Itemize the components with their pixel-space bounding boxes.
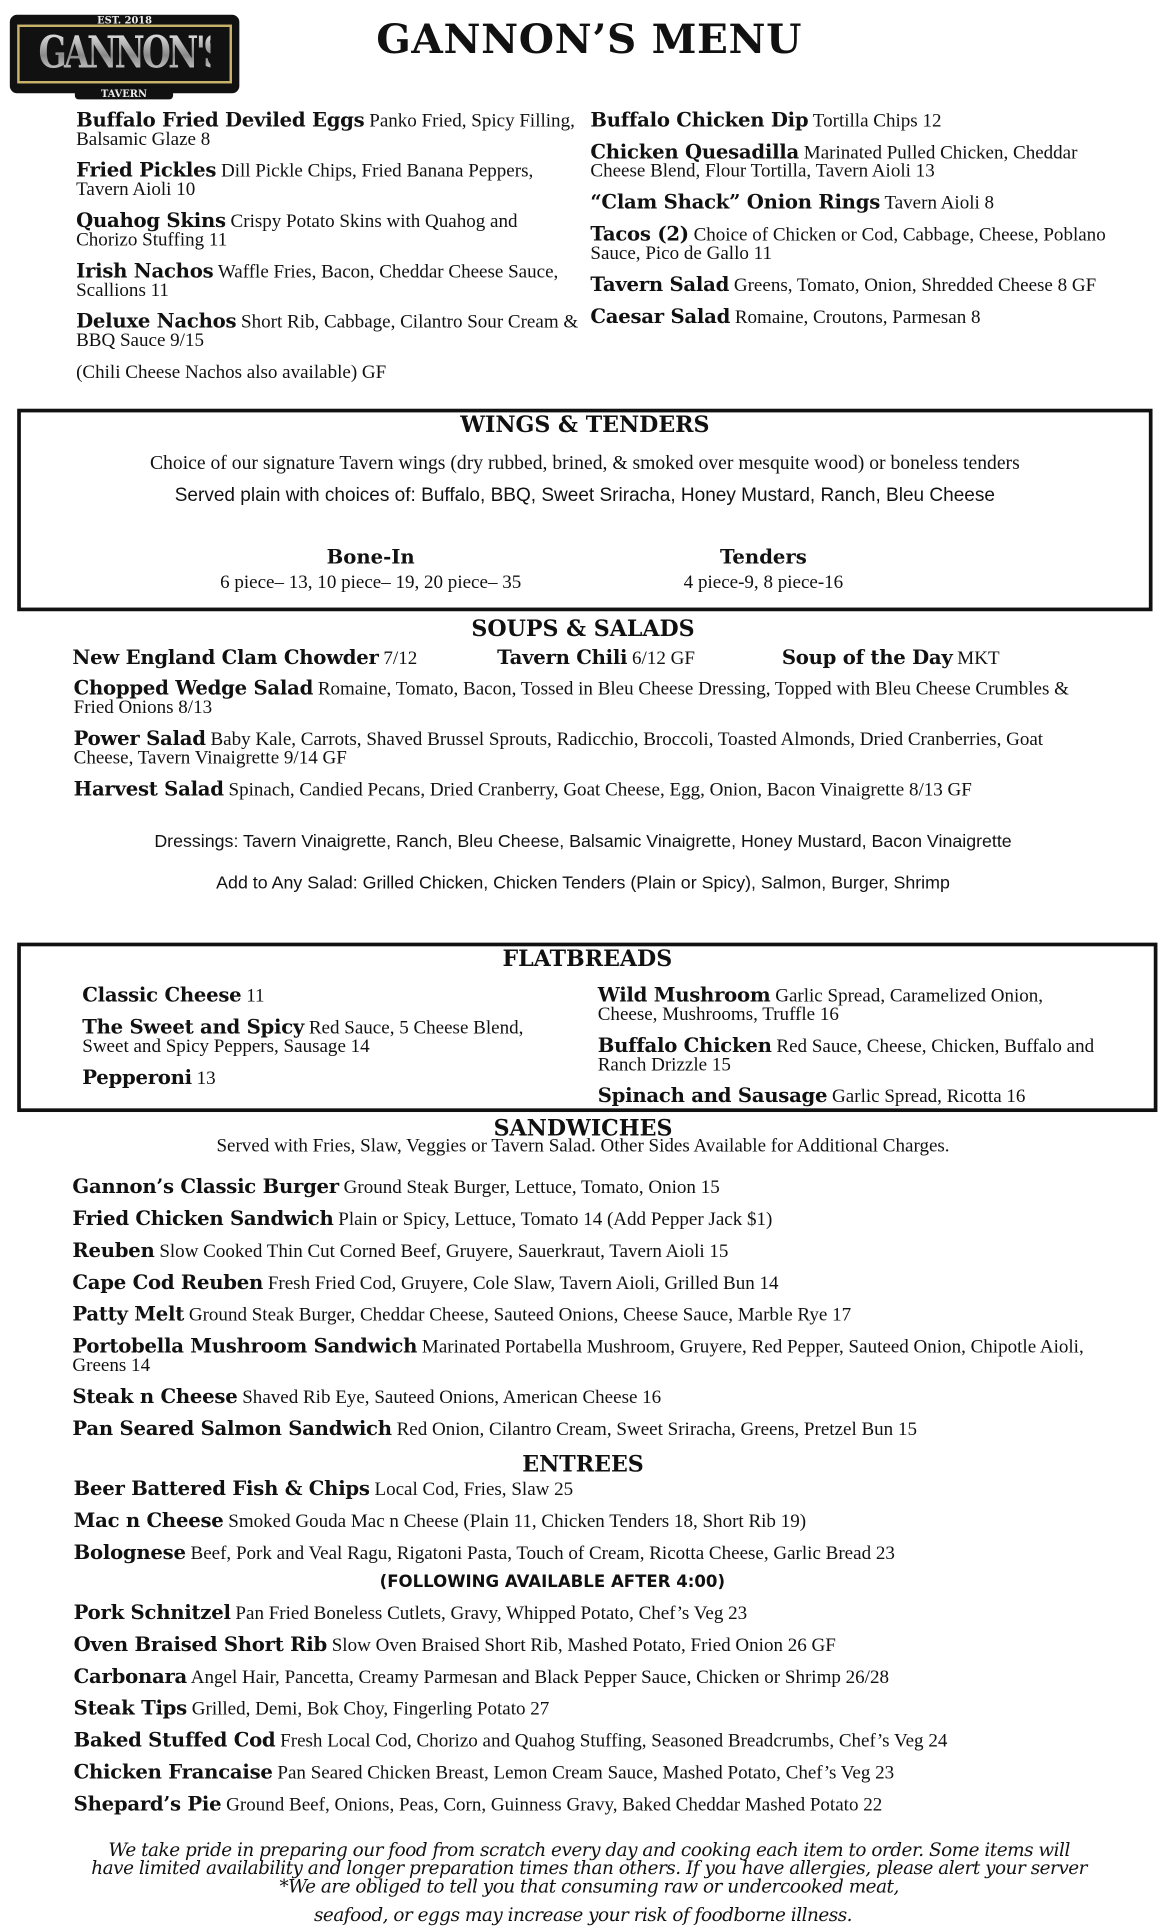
menu-item-name: Patty Melt <box>72 1302 185 1326</box>
menu-item <box>82 983 561 1007</box>
menu-item <box>73 1600 1130 1624</box>
menu-item-name: Pork Schnitzel <box>73 1600 231 1624</box>
menu-item-name: Chopped Wedge Salad <box>73 676 314 700</box>
menu-item-name: Baked Stuffed Cod <box>73 1728 276 1752</box>
menu-item <box>590 110 1106 130</box>
menu-item-name: Buffalo Chicken Dip <box>590 108 809 132</box>
entrees-title: ENTREES <box>522 1452 644 1478</box>
menu-item <box>590 304 1106 328</box>
menu-item-name: Pan Seared Salmon Sandwich <box>72 1416 392 1440</box>
menu-item <box>76 208 582 251</box>
wings-sauces: Served plain with choices of: Buffalo, BBQ, Sweet Sriracha, Honey Mustard, Ranch, Bleu Cheese <box>174 484 995 506</box>
menu-item-description: Angel Hair, Pancetta, Creamy Parmesan and Black Pepper Sauce, Chicken or Shrimp 26/28 <box>190 1666 889 1688</box>
wings-title: WINGS & TENDERS <box>460 412 710 439</box>
menu-item <box>590 139 1106 182</box>
menu-item <box>597 1083 1101 1108</box>
menu-item-description: Romaine, Croutons, Parmesan 8 <box>734 306 981 328</box>
soup-of-the-day: Soup of the Day MKT <box>781 645 1000 669</box>
page-title: GANNON’S MENU <box>376 14 803 63</box>
menu-item-description: Ground Beef, Onions, Peas, Corn, Guinness Gravy, Baked Cheddar Mashed Potato 22 <box>226 1794 883 1816</box>
entree-list <box>73 1476 1130 1826</box>
menu-item-description: Tortilla Chips 12 <box>812 110 942 132</box>
menu-item-name: Chicken Francaise <box>73 1760 273 1784</box>
menu-item-description: Ground Steak Burger, Lettuce, Tomato, Onion 15 <box>343 1177 720 1198</box>
dressings-note: Dressings: Tavern Vinaigrette, Ranch, Bleu Cheese, Balsamic Vinaigrette, Honey Mustard, Bacon Vinaigrette <box>154 832 1012 852</box>
sandwiches-note: Served with Fries, Slaw, Veggies or Tavern Salad. Other Sides Available for Additional Charges. <box>216 1135 950 1157</box>
menu-item <box>76 309 582 352</box>
appetizers-left <box>76 110 582 384</box>
menu-item-name: Tacos (2) <box>590 222 689 246</box>
menu-item-description: Tavern Aioli 8 <box>884 192 995 214</box>
menu-item-name: Bolognese <box>73 1540 186 1564</box>
menu-item-name: Deluxe Nachos <box>76 309 237 333</box>
menu-item-name: Reuben <box>72 1238 155 1262</box>
menu-item-name: Fried Chicken Sandwich <box>72 1206 334 1230</box>
bone-in-label: Bone-In <box>326 544 415 569</box>
menu-item-description: Shaved Rib Eye, Sauteed Onions, American Cheese 16 <box>242 1386 662 1408</box>
menu-item <box>73 1476 1130 1500</box>
sandwich-list <box>72 1174 1091 1451</box>
menu-item <box>72 1302 1091 1326</box>
menu-item-description: Garlic Spread, Caramelized Onion, Cheese, Mushrooms, Truffle 16 <box>597 985 1044 1025</box>
soup-chili: Tavern Chili 6/12 GF <box>497 645 695 669</box>
menu-item <box>72 1174 1091 1198</box>
menu-item-name: Irish Nachos <box>76 258 214 283</box>
menu-item <box>76 258 582 301</box>
menu-item-name: Buffalo Fried Deviled Eggs <box>76 108 365 132</box>
menu-item-name: Classic Cheese <box>82 983 242 1007</box>
menu-item <box>597 1033 1101 1076</box>
menu-item <box>73 776 1080 801</box>
menu-item-description: Romaine, Tomato, Bacon, Tossed in Bleu Cheese Dressing, Topped with Bleu Cheese Crumbles & Fried Onions 8/13 <box>73 678 1069 719</box>
menu-item-description: Red Sauce, 5 Cheese Blend, Sweet and Spicy Peppers, Sausage 14 <box>82 1017 524 1057</box>
menu-item-description: Fresh Fried Cod, Gruyere, Cole Slaw, Tavern Aioli, Grilled Bun 14 <box>267 1272 779 1294</box>
menu-item <box>590 222 1106 264</box>
menu-item <box>82 1015 561 1057</box>
tenders-group <box>622 545 904 594</box>
menu-item-description: Dill Pickle Chips, Fried Banana Peppers, Tavern Aioli 10 <box>76 160 534 201</box>
menu-item-name: Beer Battered Fish & Chips <box>73 1476 370 1500</box>
gannons-tavern-logo: EST. 2018 GANNON'S TAVERN <box>10 10 240 98</box>
wings-intro: Choice of our signature Tavern wings (dry rubbed, brined, & smoked over mesquite wood) or boneless tenders <box>149 452 1020 474</box>
menu-item-name: Chicken Quesadilla <box>590 139 800 164</box>
menu-item-description: Slow Oven Braised Short Rib, Mashed Potato, Fried Onion 26 GF <box>331 1634 836 1656</box>
menu-item-description: Waffle Fries, Bacon, Cheddar Cheese Sauce, Scallions 11 <box>76 261 559 301</box>
menu-item-name: Steak n Cheese <box>72 1384 238 1408</box>
salad-list <box>73 676 1080 812</box>
menu-item-name: Cape Cod Reuben <box>72 1270 264 1294</box>
menu-item-description: 13 <box>196 1067 216 1089</box>
menu-item <box>76 158 582 201</box>
menu-item-description: Local Cod, Fries, Slaw 25 <box>374 1479 574 1500</box>
tenders-label: Tenders <box>720 544 807 569</box>
bone-in-group <box>180 545 560 594</box>
menu-item-name: Shepard’s Pie <box>73 1792 222 1816</box>
flatbreads-box <box>17 943 1157 1112</box>
menu-item <box>76 110 582 148</box>
menu-item-description: Slow Cooked Thin Cut Corned Beef, Gruyere, Sauerkraut, Tavern Aioli 15 <box>159 1240 729 1262</box>
menu-item-name: Oven Braised Short Rib <box>73 1632 327 1656</box>
menu-item <box>72 1238 1091 1262</box>
menu-item-description: Grilled, Demi, Bok Choy, Fingerling Potato 27 <box>191 1698 550 1720</box>
menu-item <box>590 190 1106 214</box>
menu-item-name: Quahog Skins <box>76 208 226 232</box>
menu-item-description: Spinach, Candied Pecans, Dried Cranberry, Goat Cheese, Egg, Onion, Bacon Vinaigrette 8/13 GF <box>228 779 972 801</box>
menu-item-description: Smoked Gouda Mac n Cheese (Plain 11, Chicken Tenders 18, Short Rib 19) <box>228 1510 807 1532</box>
menu-item-name: Caesar Salad <box>590 304 731 328</box>
menu-item-description: Fresh Local Cod, Chorizo and Quahog Stuffing, Seasoned Breadcrumbs, Chef’s Veg 24 <box>280 1730 948 1752</box>
menu-item-name: Mac n Cheese <box>73 1508 224 1532</box>
menu-item-description: Greens, Tomato, Onion, Shredded Cheese 8 GF <box>733 274 1097 296</box>
flatbreads-title: FLATBREADS <box>502 946 673 973</box>
menu-item <box>72 1416 1091 1440</box>
menu-item-name: The Sweet and Spicy <box>82 1015 305 1039</box>
menu-item <box>597 983 1101 1025</box>
menu-item <box>82 1065 561 1089</box>
menu-item <box>73 1696 1130 1720</box>
add-to-salad-note: Add to Any Salad: Grilled Chicken, Chicken Tenders (Plain or Spicy), Salmon, Burger, Shrimp <box>216 873 950 894</box>
footer-disclaimer: We take pride in preparing our food from scratch every day and cooking each item to order. Some items will have limited availability and longer preparation times than others. If you have allergies, please alert your server *We are obliged to tell you that consuming raw or undercooked meat, <box>91 1838 1087 1898</box>
menu-item-name: Buffalo Chicken <box>597 1033 772 1057</box>
wings-tenders-box <box>17 409 1152 612</box>
menu-item <box>73 1632 1130 1656</box>
menu-item-description: 11 <box>246 985 265 1007</box>
after-4-note: (FOLLOWING AVAILABLE AFTER 4:00) <box>379 1572 726 1592</box>
menu-item-name: Power Salad <box>73 726 206 750</box>
menu-item-description: Red Onion, Cilantro Cream, Sweet Sriracha, Greens, Pretzel Bun 15 <box>396 1418 917 1440</box>
menu-item-description: Short Rib, Cabbage, Cilantro Sour Cream & BBQ Sauce 9/15 <box>76 311 579 352</box>
appetizers-right <box>590 110 1106 338</box>
menu-item-name: Portobella Mushroom Sandwich <box>72 1334 418 1358</box>
soups-title: SOUPS & SALADS <box>471 616 695 642</box>
tenders-prices: 4 piece-9, 8 piece-16 <box>683 571 844 593</box>
menu-item-description: Red Sauce, Cheese, Chicken, Buffalo and Ranch Drizzle 15 <box>597 1035 1095 1076</box>
menu-item-description: Marinated Portabella Mushroom, Gruyere, Red Pepper, Sauteed Onion, Chipotle Aioli, Greens 14 <box>72 1336 1084 1376</box>
menu-item-name: “Clam Shack” Onion Rings <box>590 190 881 214</box>
menu-item <box>72 1334 1091 1376</box>
menu-item <box>72 1384 1091 1408</box>
menu-item <box>72 1206 1091 1230</box>
menu-item-description: Crispy Potato Skins with Quahog and Chorizo Stuffing 11 <box>76 211 518 251</box>
menu-item <box>73 676 1080 719</box>
menu-item-description: Ground Steak Burger, Cheddar Cheese, Sauteed Onions, Cheese Sauce, Marble Rye 17 <box>188 1304 852 1326</box>
soup-chowder: New England Clam Chowder 7/12 <box>72 645 418 669</box>
menu-item-name: Tavern Salad <box>590 272 730 296</box>
menu-item-name: Wild Mushroom <box>597 983 771 1007</box>
menu-item-description: Choice of Chicken or Cod, Cabbage, Cheese, Poblano Sauce, Pico de Gallo 11 <box>590 224 1106 264</box>
menu-item-description: Plain or Spicy, Lettuce, Tomato 14 (Add Pepper Jack $1) <box>338 1208 773 1230</box>
menu-item <box>72 1270 1091 1294</box>
sandwiches-title: SANDWICHES <box>493 1115 673 1142</box>
menu-item <box>73 1508 1130 1532</box>
menu-item <box>73 1540 1130 1564</box>
menu-item <box>73 1728 1130 1752</box>
menu-item-name: Fried Pickles <box>76 158 217 182</box>
menu-item-name: Spinach and Sausage <box>597 1083 828 1108</box>
menu-item-description: Pan Fried Boneless Cutlets, Gravy, Whipped Potato, Chef’s Veg 23 <box>235 1602 748 1624</box>
bone-in-prices: 6 piece– 13, 10 piece– 19, 20 piece– 35 <box>220 571 522 593</box>
menu-item-description: Garlic Spread, Ricotta 16 <box>832 1086 1026 1108</box>
menu-item-description: Baby Kale, Carrots, Shaved Brussel Sprouts, Radicchio, Broccoli, Toasted Almonds, Dried Cranberries, Goat Cheese, Tavern Vinaigrette 9/14 GF <box>73 729 1044 769</box>
menu-item <box>73 1664 1130 1688</box>
menu-item-description: Marinated Pulled Chicken, Cheddar Cheese Blend, Flour Tortilla, Tavern Aioli 13 <box>590 142 1078 182</box>
menu-item-name: Pepperoni <box>82 1065 192 1089</box>
menu-item-name: Steak Tips <box>73 1696 187 1720</box>
menu-item-description: Beef, Pork and Veal Ragu, Rigatoni Pasta, Touch of Cream, Ricotta Cheese, Garlic Bread 23 <box>190 1542 895 1564</box>
menu-item-name: Gannon’s Classic Burger <box>72 1174 339 1198</box>
menu-item-name: Harvest Salad <box>73 776 224 801</box>
menu-item <box>73 726 1080 769</box>
menu-item <box>74 1794 1130 1814</box>
chili-nachos-note: (Chili Cheese Nachos also available) GF <box>76 362 387 383</box>
footer-disclaimer-last: seafood, or eggs may increase your risk of foodborne illness. <box>313 1903 853 1926</box>
menu-item <box>590 272 1106 296</box>
menu-item-description: Panko Fried, Spicy Filling, Balsamic Glaze 8 <box>76 110 575 150</box>
menu-item <box>73 1760 1130 1784</box>
menu-item-name: Carbonara <box>73 1664 188 1688</box>
menu-item-description: Pan Seared Chicken Breast, Lemon Cream Sauce, Mashed Potato, Chef’s Veg 23 <box>277 1762 895 1784</box>
